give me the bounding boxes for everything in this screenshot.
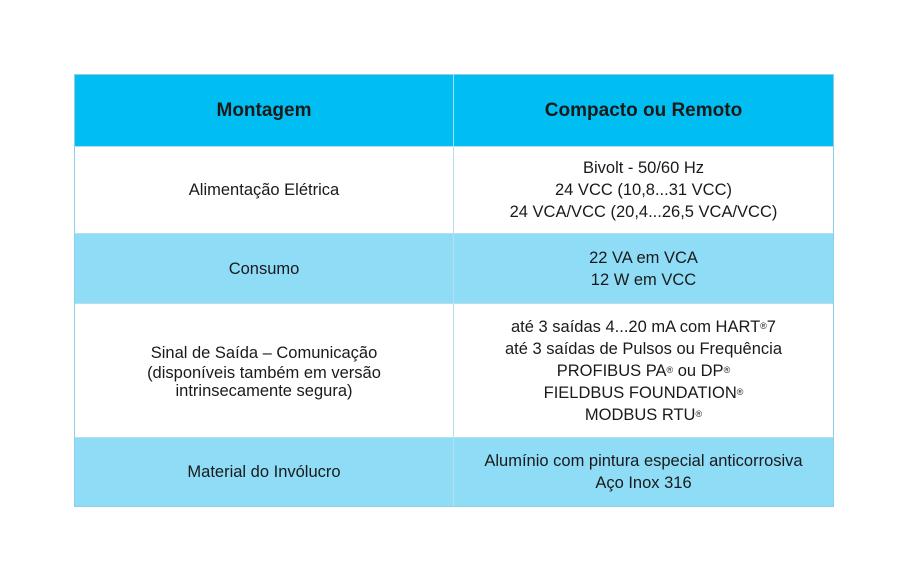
registered-mark: ® <box>666 364 674 375</box>
row-label-consumo <box>75 234 454 303</box>
row-label-material <box>75 438 454 506</box>
label-line: Sinal de Saída – Comunicação <box>150 343 378 362</box>
value-text: até 3 saídas 4...20 mA com HART <box>511 317 761 336</box>
value-line: 24 VCC (10,8...31 VCC) <box>555 181 732 199</box>
value-text: MODBUS RTU <box>584 405 696 424</box>
row-value-consumo <box>454 234 833 303</box>
label-line: Material do Invólucro <box>187 463 341 481</box>
table-row-sinal-saida <box>75 303 833 437</box>
row-value-material <box>454 438 833 506</box>
value-text: FIELDBUS FOUNDATION <box>543 383 737 402</box>
value-line: Alumínio com pintura especial anticorrosiva <box>484 452 803 470</box>
value-line: até 3 saídas de Pulsos ou Frequência <box>504 339 782 358</box>
header-compacto-ou-remoto: Compacto ou Remoto <box>544 99 743 121</box>
value-line-hart <box>511 316 776 338</box>
table-row-consumo <box>75 233 833 303</box>
label-line: (disponíveis também em versão <box>147 363 381 382</box>
value-text: 7 <box>766 317 776 336</box>
value-line: 12 W em VCC <box>590 270 697 289</box>
value-line: 22 VA em VCA <box>589 248 698 267</box>
row-label-sinal-saida <box>75 304 454 437</box>
registered-mark: ® <box>760 320 767 331</box>
registered-mark: ® <box>695 408 703 419</box>
label-line: Alimentação Elétrica <box>188 181 340 199</box>
value-line: 24 VCA/VCC (20,4...26,5 VCA/VCC) <box>509 203 778 221</box>
row-value-alimentacao <box>454 147 833 233</box>
value-text: ou DP <box>673 361 724 380</box>
table-row-material <box>75 437 833 506</box>
label-line: Consumo <box>228 259 300 278</box>
row-label-alimentacao <box>75 147 454 233</box>
label-line: intrinsecamente segura) <box>175 381 353 400</box>
value-line: Aço Inox 316 <box>595 474 692 492</box>
registered-mark: ® <box>736 386 744 397</box>
value-line-modbus <box>585 404 702 426</box>
registered-mark: ® <box>723 364 731 375</box>
value-line-fieldbus <box>544 382 744 404</box>
table-header-row <box>75 75 833 146</box>
spec-table <box>74 74 834 507</box>
value-line: Bivolt - 50/60 Hz <box>582 159 705 177</box>
value-line-profibus <box>557 360 730 382</box>
row-value-sinal-saida <box>454 304 833 437</box>
value-text: PROFIBUS PA <box>556 361 667 380</box>
table-row-alimentacao <box>75 146 833 233</box>
header-montagem: Montagem <box>75 75 454 146</box>
